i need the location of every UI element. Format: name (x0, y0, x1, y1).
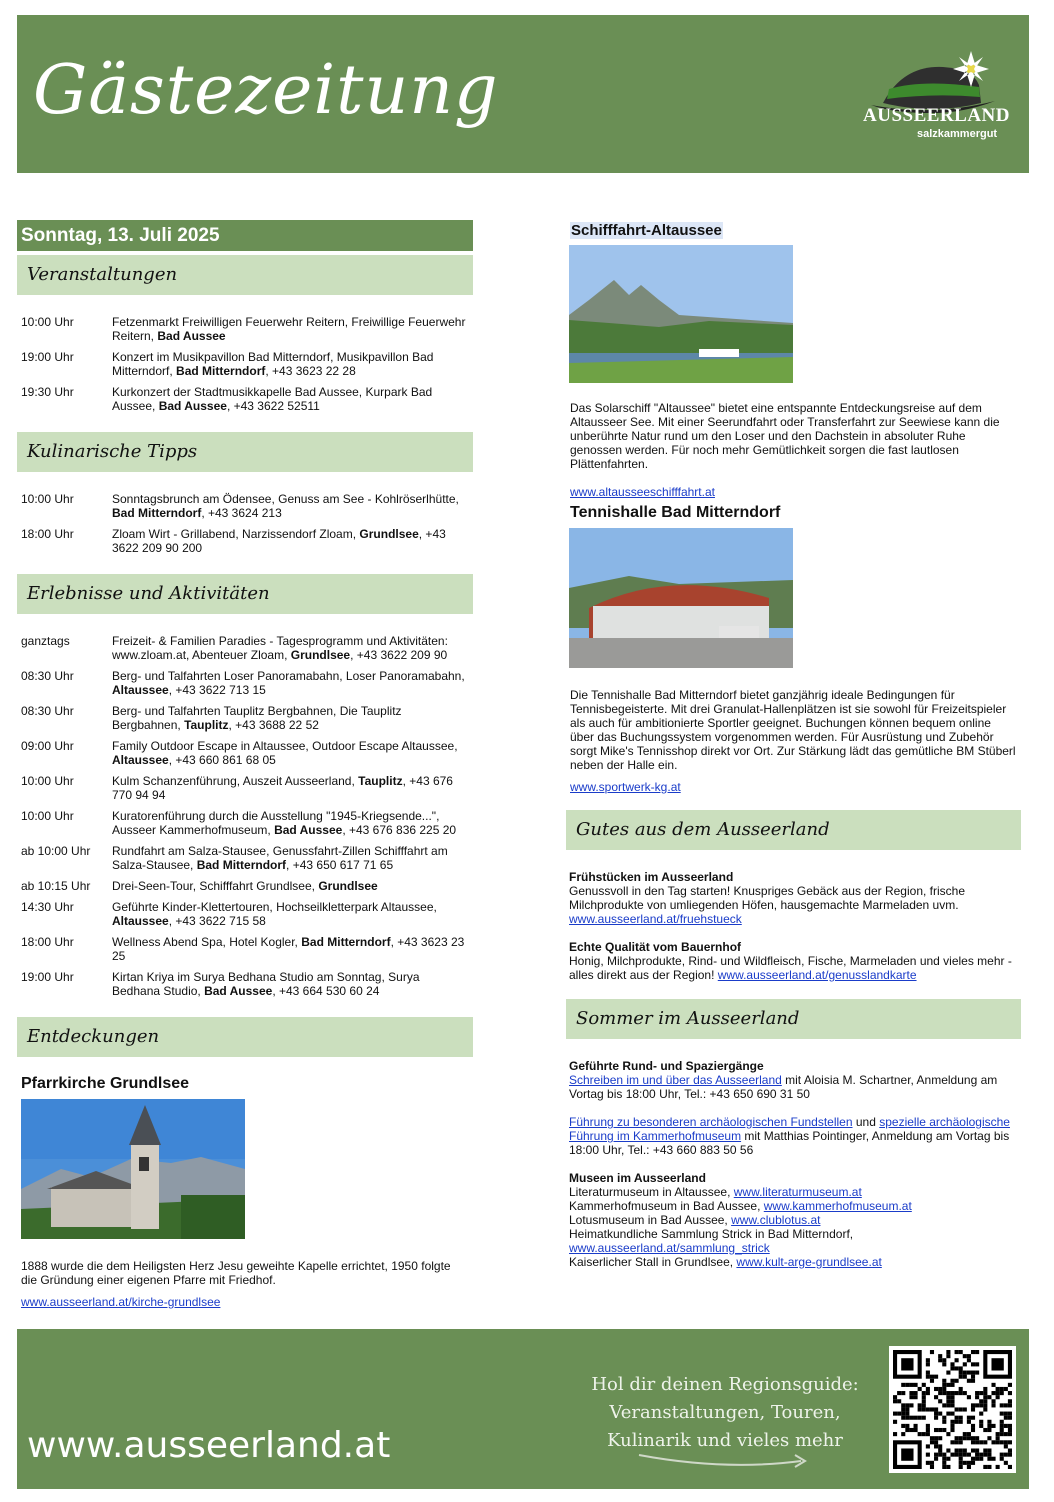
event-contact: , +43 664 530 60 24 (272, 984, 380, 998)
event-place: Bad Aussee (157, 329, 226, 343)
tennis-title: Tennishalle Bad Mitterndorf (570, 504, 781, 521)
event-contact: , +43 3623 22 28 (265, 364, 356, 378)
event-contact: , +43 676 836 225 20 (342, 823, 457, 837)
lake-photo (569, 245, 793, 383)
event-contact: , +43 650 617 71 65 (286, 858, 394, 872)
event-description (112, 739, 469, 767)
event-time: 18:00 Uhr (21, 527, 74, 541)
event-time: 09:00 Uhr (21, 739, 74, 753)
museum-5-link[interactable]: www.kult-arge-grundlsee.at (736, 1255, 882, 1269)
event-row (21, 350, 469, 378)
qr-code[interactable] (889, 1346, 1016, 1473)
event-row (21, 900, 469, 928)
event-contact: , +43 3623 23 25 (112, 935, 465, 963)
museum-3 (569, 1213, 1018, 1227)
tennis-photo (569, 528, 793, 668)
event-text: Zloam Wirt - Grillabend, Narzissendorf Zloam, (112, 527, 360, 541)
event-place: Bad Mitterndorf (176, 364, 266, 378)
event-row (21, 739, 469, 767)
farm-block (566, 940, 1021, 982)
schifffahrt-title: Schifffahrt-Altaussee (571, 222, 722, 239)
event-row (21, 844, 469, 872)
event-place: Grundlsee (318, 879, 378, 893)
tennis-description: Die Tennishalle Bad Mitterndorf bietet ganzjährig ideale Bedingungen für Tennisbegeisterte. Mit drei Granulat-Hallenplätzen ist sie sowohl für Freizeitspieler als auch für ambitionierte Sportler geeignet. Buchungen können bequem online über das Buchungssystem vorgenommen werden. Für Ausrüstung und Zubehör sorgt Mike's Tennisshop direkt vor Ort. Zur Stärkung lädt das gemütliche BM Stüberl neben der Halle ein. (570, 688, 1016, 772)
event-description (112, 879, 469, 893)
event-text: Fetzenmarkt Freiwilligen Feuerwehr Reitern, Freiwillige Feuerwehr Reitern, (112, 315, 466, 343)
museum-1-text: Literaturmuseum in Altaussee, (569, 1185, 734, 1199)
event-place: Grundlsee (359, 527, 419, 541)
event-place: Bad Aussee (274, 823, 343, 837)
event-place: Altaussee (112, 753, 169, 767)
section-erlebnisse: Erlebnisse und Aktivitäten (17, 574, 473, 614)
event-contact: , +43 3622 715 58 (168, 914, 266, 928)
schifffahrt-description: Das Solarschiff "Altaussee" bietet eine entspannte Entdeckungsreise auf dem Altausseer See. Mit einer Seerundfahrt oder Transferfahrt zur Seewiese kann die unberührte Natur rund um den Loser und den Dachstein in absoluter Ruhe genossen werden. Für noch mehr Gemütlichkeit sorgen die fast lautlosen Plättenfahrten. (570, 401, 1000, 471)
museum-2-text: Kammerhofmuseum in Bad Aussee, (569, 1199, 764, 1213)
event-time: 10:00 Uhr (21, 809, 74, 823)
event-time: ab 10:00 Uhr (21, 844, 91, 858)
museum-5 (569, 1255, 1018, 1269)
guided-walks-block (566, 1059, 1021, 1157)
breakfast-link[interactable]: www.ausseerland.at/fruehstueck (569, 912, 742, 926)
event-description (112, 669, 469, 697)
event-place: Bad Mitterndorf (301, 935, 391, 949)
event-place: Tauplitz (184, 718, 229, 732)
event-description (112, 809, 469, 837)
event-text: Rundfahrt am Salza-Stausee, Genussfahrt-Zillen Schifffahrt am Salza-Stausee, (112, 844, 448, 872)
farm-text (569, 954, 1018, 982)
museums-block (566, 1171, 1021, 1269)
breakfast-title: Frühstücken im Ausseerland (569, 870, 734, 884)
church-link[interactable]: www.ausseerland.at/kirche-grundlsee (21, 1295, 221, 1309)
culinary-list (17, 472, 473, 570)
event-row (21, 492, 469, 520)
section-kulinarisch: Kulinarische Tipps (17, 432, 473, 472)
event-description (112, 844, 469, 872)
event-contact: , +43 3622 713 15 (168, 683, 266, 697)
right-column (566, 220, 1021, 1269)
event-text: Sonntagsbrunch am Ödensee, Genuss am See - Kohlröserlhütte, (112, 492, 459, 506)
guide-line-3: Kulinarik und vieles mehr (607, 1430, 843, 1451)
event-time: 19:30 Uhr (21, 385, 74, 399)
event-contact: , +43 3622 52511 (226, 399, 320, 413)
section-gutes: Gutes aus dem Ausseerland (566, 810, 1021, 850)
schifffahrt-link[interactable]: www.altausseeschifffahrt.at (570, 485, 715, 499)
event-description (112, 385, 469, 413)
event-time: 10:00 Uhr (21, 774, 74, 788)
event-contact: , +43 3624 213 (201, 506, 282, 520)
event-row (21, 634, 469, 662)
event-contact: , +43 3622 209 90 (350, 648, 448, 662)
event-text: Berg- und Talfahrten Loser Panoramabahn, Loser Panoramabahn, (112, 669, 465, 683)
guided-walk-2-link-b[interactable]: spezielle archäologische Führung im Kammerhofmuseum (569, 1115, 1010, 1143)
event-contact: , +43 676 770 94 94 (112, 774, 453, 802)
header-banner (17, 15, 1029, 173)
museum-2 (569, 1199, 1018, 1213)
museum-5-text: Kaiserlicher Stall in Grundlsee, (569, 1255, 737, 1269)
section-entdeckungen: Entdeckungen (17, 1017, 473, 1057)
breakfast-text: Genussvoll in den Tag starten! Knuspriges Gebäck aus der Region, frische Milchprodukte von umliegenden Höfen, hausgemachte Marmeladen uvm. (569, 884, 965, 912)
regionsguide-text (575, 1371, 875, 1473)
event-place: Bad Mitterndorf (196, 858, 287, 872)
event-row (21, 879, 469, 893)
event-time: 08:30 Uhr (21, 669, 74, 683)
event-text: Konzert im Musikpavillon Bad Mitterndorf, Musikpavillon Bad Mitterndorf, (112, 350, 434, 378)
date-bar: Sonntag, 13. Juli 2025 (17, 220, 473, 251)
event-place: Altaussee (112, 683, 169, 697)
footer-banner (17, 1329, 1029, 1489)
church-title: Pfarrkirche Grundlsee (21, 1075, 190, 1092)
guided-walk-1-text: mit Aloisia M. Schartner, Anmeldung am Vortag bis 18:00 Uhr, Tel.: +43 650 690 31 50 (569, 1073, 998, 1101)
breakfast-block (566, 870, 1021, 926)
museum-4 (569, 1227, 1018, 1255)
event-row (21, 704, 469, 732)
museum-3-link[interactable]: www.clublotus.at (731, 1213, 821, 1227)
activities-list (17, 614, 473, 1013)
guided-walk-2-link-a[interactable]: Führung zu besonderen archäologischen Fundstellen (569, 1115, 853, 1129)
event-time: 14:30 Uhr (21, 900, 74, 914)
event-row (21, 970, 469, 998)
event-contact: , +43 3622 209 90 200 (112, 527, 446, 555)
event-text: Freizeit- & Familien Paradies - Tagesprogramm und Aktivitäten: www.zloam.at, Abenteuer Zloam, (112, 634, 448, 662)
page-title: Gästezeitung (33, 51, 499, 130)
farm-text-body: Honig, Milchprodukte, Rind- und Wildfleisch, Fische, Marmeladen und vieles mehr - alles direkt aus der Region! (569, 954, 1012, 982)
event-text: Family Outdoor Escape in Altaussee, Outdoor Escape Altaussee, (112, 739, 458, 753)
logo-subtitle: salzkammergut (917, 128, 998, 140)
event-text: Geführte Kinder-Klettertouren, Hochseilkletterpark Altaussee, (112, 900, 437, 914)
event-text: Kurkonzert der Stadtmusikkapelle Bad Aussee, Kurpark Bad Aussee, (112, 385, 433, 413)
event-place: Bad Mitterndorf (112, 506, 202, 520)
event-description (112, 935, 469, 963)
section-sommer: Sommer im Ausseerland (566, 999, 1021, 1039)
event-place: Bad Aussee (158, 399, 227, 413)
event-description (112, 634, 469, 662)
event-place: Altaussee (112, 914, 169, 928)
guided-walks-title: Geführte Rund- und Spaziergänge (569, 1059, 764, 1073)
event-text: Kulm Schanzenführung, Auszeit Ausseerland, (112, 774, 359, 788)
event-description (112, 527, 469, 555)
event-text: Kirtan Kriya im Surya Bedhana Studio am Sonntag, Surya Bedhana Studio, (112, 970, 420, 998)
event-row (21, 935, 469, 963)
museum-1 (569, 1185, 1018, 1199)
event-row (21, 527, 469, 555)
left-column (17, 220, 473, 1309)
event-place: Grundlsee (290, 648, 351, 662)
event-time: ganztags (21, 634, 70, 648)
event-time: 19:00 Uhr (21, 350, 74, 364)
footer-url[interactable]: www.ausseerland.at (27, 1425, 391, 1466)
event-description (112, 492, 469, 520)
logo-wordmark: AUSSEERLAND (863, 105, 1010, 126)
museums-title: Museen im Ausseerland (569, 1171, 706, 1185)
guided-walk-2 (569, 1115, 1018, 1157)
event-text: Kuratorenführung durch die Ausstellung "1945-Kriegsende...", Ausseer Kammerhofmuseum, (112, 809, 440, 837)
event-time: 19:00 Uhr (21, 970, 74, 984)
guide-line-1: Hol dir deinen Regionsguide: (591, 1374, 859, 1395)
event-description (112, 315, 469, 343)
event-text: Wellness Abend Spa, Hotel Kogler, (112, 935, 302, 949)
event-time: 10:00 Uhr (21, 315, 74, 329)
event-description (112, 900, 469, 928)
event-row (21, 315, 469, 343)
ausseerland-logo (863, 45, 1010, 155)
event-row (21, 809, 469, 837)
event-description (112, 774, 469, 802)
event-contact: , +43 3688 22 52 (228, 718, 319, 732)
event-text: Berg- und Talfahrten Tauplitz Bergbahnen, Die Tauplitz Bergbahnen, (112, 704, 402, 732)
event-time: 18:00 Uhr (21, 935, 74, 949)
guided-walk-1 (569, 1073, 1018, 1101)
church-description: 1888 wurde die dem Heiligsten Herz Jesu geweihte Kapelle errichtet, 1950 folgte die Gründung einer eigenen Pfarre mit Friedhof. (21, 1259, 451, 1287)
events-list (17, 295, 473, 428)
guided-walk-2-text: mit Matthias Pointinger, Anmeldung am Vortag bis 18:00 Uhr, Tel.: +43 660 883 50 56 (569, 1129, 1010, 1157)
tennis-link[interactable]: www.sportwerk-kg.at (570, 780, 681, 794)
event-text: Drei-Seen-Tour, Schifffahrt Grundlsee, (112, 879, 319, 893)
event-description (112, 350, 469, 378)
event-row (21, 385, 469, 413)
event-place: Bad Aussee (204, 984, 273, 998)
museum-3-text: Lotusmuseum in Bad Aussee, (569, 1213, 732, 1227)
guide-line-2: Veranstaltungen, Touren, (609, 1402, 841, 1423)
farm-title: Echte Qualität vom Bauernhof (569, 940, 742, 954)
event-place: Tauplitz (358, 774, 403, 788)
event-time: ab 10:15 Uhr (21, 879, 91, 893)
church-photo (21, 1099, 245, 1239)
event-row (21, 669, 469, 697)
event-description (112, 704, 469, 732)
museum-4-link[interactable]: www.ausseerland.at/sammlung_strick (569, 1241, 770, 1255)
museum-4-text: Heimatkundliche Sammlung Strick in Bad Mitterndorf, (569, 1227, 854, 1241)
event-row (21, 774, 469, 802)
qr-code-icon (893, 1350, 1012, 1469)
guided-walk-1-link[interactable]: Schreiben im und über das Ausseerland (569, 1073, 782, 1087)
farm-link[interactable]: www.ausseerland.at/genusslandkarte (717, 968, 917, 982)
event-time: 08:30 Uhr (21, 704, 74, 718)
museum-2-link[interactable]: www.kammerhofmuseum.at (763, 1199, 912, 1213)
section-veranstaltungen: Veranstaltungen (17, 255, 473, 295)
museum-1-link[interactable]: www.literaturmuseum.at (733, 1185, 862, 1199)
event-description (112, 970, 469, 998)
event-contact: , +43 660 861 68 05 (168, 753, 276, 767)
event-time: 10:00 Uhr (21, 492, 74, 506)
guided-walk-2-mid: und (852, 1115, 880, 1129)
